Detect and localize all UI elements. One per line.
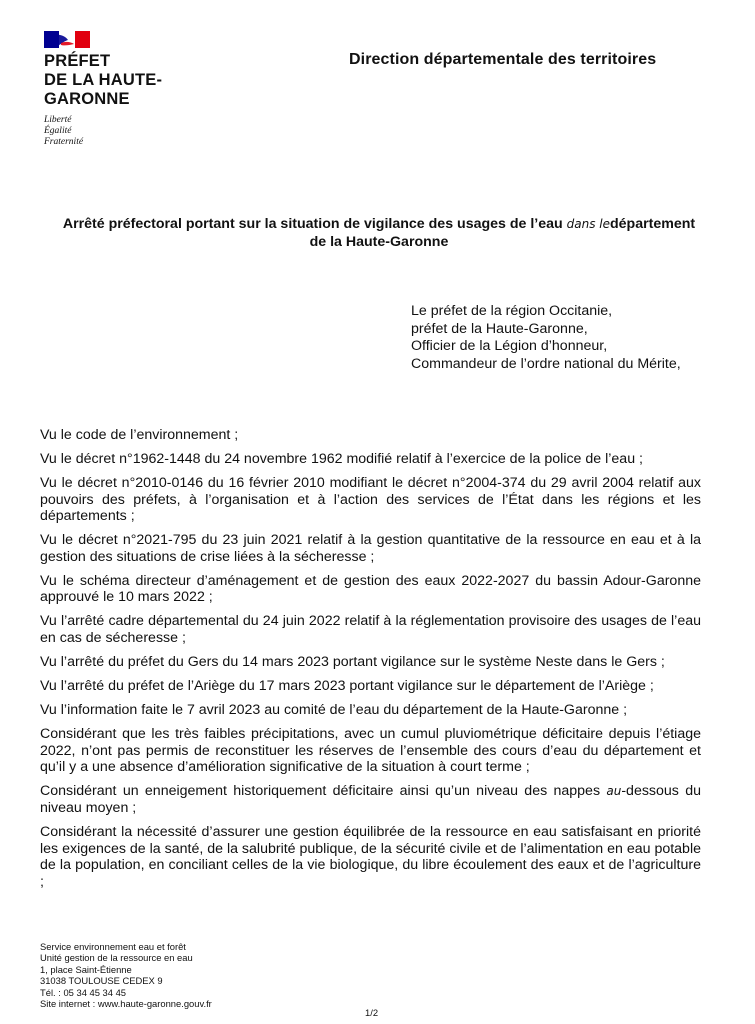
marianne-logo-icon — [44, 31, 90, 48]
legal-reference: Vu l’arrêté du préfet de l’Ariège du 17 mars 2023 portant vigilance sur le département de l’Ariège ; — [40, 678, 654, 695]
footer-line: Site internet : www.haute-garonne.gouv.fr — [40, 998, 212, 1010]
legal-basis-section — [40, 427, 701, 898]
legal-reference: Vu le décret n°2010-0146 du 16 février 2010 modifiant le décret n°2004-374 du 29 avril 2004 relatif aux pouvoirs des préfets, à l’organisation et à l’action des services de l’État dans les régions et les départements ; — [40, 475, 701, 525]
legal-reference: Vu l’information faite le 7 avril 2023 au comité de l’eau du département de la Haute-Garonne ; — [40, 702, 628, 719]
direction-header: Direction départementale des territoires — [349, 51, 657, 68]
footer-line: 1, place Saint-Étienne — [40, 963, 132, 975]
considerant-paragraph: Considérant que les très faibles précipitations, avec un cumul pluviométrique déficitaire depuis l’étiage 2022, n’ont pas permis de reconstituer les réserves de l’ensemble des cours d’eau du département et qu’il y a une absence d’amélioration significative de la situation à court terme ; — [40, 726, 701, 776]
legal-reference: Vu l’arrêté cadre départemental du 24 juin 2022 relatif à la réglementation provisoire des usages de l’eau en cas de sécheresse ; — [40, 613, 701, 646]
republic-motto: Liberté Égalité Fraternité — [44, 115, 84, 147]
footer-line: Tél. : 05 34 45 34 45 — [40, 986, 127, 998]
legal-reference: Vu le décret n°2021-795 du 23 juin 2021 relatif à la gestion quantitative de la ressource en eau et à la gestion des situations de crise liées à la sécheresse ; — [40, 532, 701, 565]
footer-line: Unité gestion de la ressource en eau — [40, 952, 193, 964]
title-line-2: de la Haute-Garonne — [309, 234, 449, 250]
signatory-line: Commandeur de l’ordre national du Mérite, — [411, 355, 681, 372]
signatory-line: préfet de la Haute-Garonne, — [411, 320, 588, 337]
handwritten-correction: dans le — [566, 217, 610, 231]
signatory-line: Le préfet de la région Occitanie, — [411, 303, 613, 319]
footer-contact — [40, 941, 212, 1009]
considerant-paragraph: Considérant un enneigement historiquement déficitaire ainsi qu’un niveau des nappes au-dessous du niveau moyen ; — [40, 783, 701, 816]
signatory-line: Officier de la Légion d’honneur, — [411, 338, 608, 354]
footer-line: Service environnement eau et forêt — [40, 941, 186, 952]
considerant-paragraph: Considérant la nécessité d’assurer une gestion équilibrée de la ressource en eau satisfaisant en priorité les exigences de la santé, de la salubrité publique, de la sécurité civile et de l’alimentation en eau potable de la population, en conciliant celles de la vie biologique, du libre écoulement des eaux et de l’agriculture ; — [40, 824, 701, 890]
document-title — [34, 215, 724, 251]
handwritten-correction: au — [606, 784, 622, 799]
signatory-block — [411, 303, 681, 373]
footer-line: 31038 TOULOUSE CEDEX 9 — [40, 975, 163, 987]
prefet-title: PRÉFET DE LA HAUTE- GARONNE — [44, 52, 163, 108]
page-number: 1/2 — [365, 1007, 379, 1018]
legal-reference: Vu le schéma directeur d’aménagement et de gestion des eaux 2022-2027 du bassin Adour-Garonne approuvé le 10 mars 2022 ; — [40, 572, 701, 606]
legal-reference: Vu l’arrêté du préfet du Gers du 14 mars 2023 portant vigilance sur le système Neste dans le Gers ; — [40, 654, 665, 671]
legal-reference: Vu le code de l’environnement ; — [40, 427, 239, 443]
title-line-1: Arrêté préfectoral portant sur la situation de vigilance des usages de l’eau dans ledépartement — [62, 216, 696, 232]
legal-reference: Vu le décret n°1962-1448 du 24 novembre 1962 modifié relatif à l’exercice de la police de l’eau ; — [40, 451, 643, 468]
